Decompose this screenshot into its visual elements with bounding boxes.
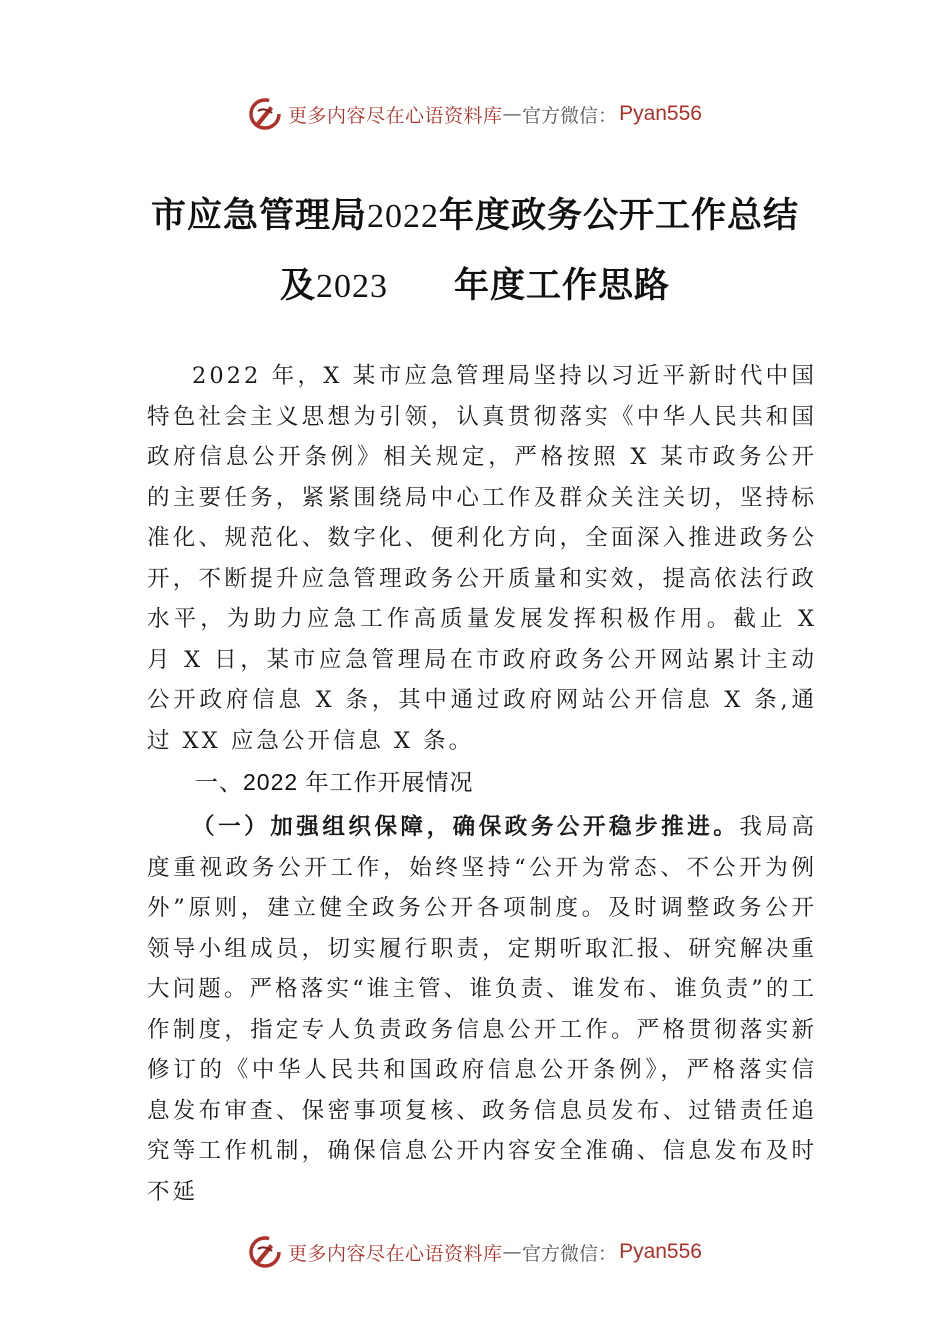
title-part: 年度工作思路 — [453, 265, 670, 306]
banner-wechat-label: 官方微信： — [522, 1242, 618, 1265]
footer-banner — [0, 1232, 950, 1272]
banner-wechat-id: Pyan556 — [619, 1240, 702, 1263]
subsection-paragraph — [147, 807, 817, 1212]
title-year: 2023 — [316, 268, 389, 305]
banner-separator: — — [502, 1241, 523, 1263]
banner-separator: — — [502, 103, 523, 125]
banner-text: 更多内容尽在心语资料库 — [288, 1242, 503, 1265]
title-part: 及 — [280, 265, 317, 306]
subsection-text: 我局高度重视政务公开工作，始终坚持“公开为常态、不公开为例外”原则，建立健全政务公开各项制度。及时调整政务公开领导小组成员，切实履行职责，定期听取汇报、研究解决重大问题。严格落实“谁主管、谁负责、谁发布、谁负责”的工作制度，指定专人负责政务信息公开工作。严格贯彻落实新修订的《中华人民共和国政府信息公开条例》，严格落实信息发布审查、保密事项复核、政务信息员发布、过错责任追究等工作机制，确保信息公开内容安全准确、信息发布及时不延 — [147, 814, 817, 1205]
banner-wechat-id: Pyan556 — [619, 102, 702, 125]
title-part: 市应急管理局 — [150, 195, 367, 236]
banner-text: 更多内容尽在心语资料库 — [288, 104, 503, 127]
ink-seal-logo-icon — [248, 1235, 282, 1269]
intro-paragraph: 2022 年，X 某市应急管理局坚持以习近平新时代中国特色社会主义思想为引领，认真贯彻落实《中华人民共和国政府信息公开条例》相关规定，严格按照 X 某市政务公开的主要任务，紧紧围绕局中心工作及群众关注关切，坚持标准化、规范化、数字化、便利化方向，全面深入推进政务公开，不断提升应急管理政务公开质量和实效，提高依法行政水平，为助力应急工作高质量发展发挥积极作用。截止 X 月 X 日，某市应急管理局在市政府政务公开网站累计主动公开政府信息 X 条，其中通过政府网站公开信息 X 条,通过 XX 应急公开信息 X 条。 — [147, 363, 817, 754]
document-title-line-2 — [80, 258, 870, 308]
header-banner — [0, 94, 950, 134]
banner-wechat-label: 官方微信： — [522, 104, 618, 127]
subsection-lead: （一）加强组织保障，确保政务公开稳步推进。 — [192, 814, 740, 840]
title-part: 年度政务公开工作总结 — [439, 195, 800, 236]
section-heading: 一、2022 年工作开展情况 — [195, 769, 474, 795]
document-title-line-1 — [80, 188, 870, 238]
ink-seal-logo-icon — [248, 97, 282, 131]
title-year: 2022 — [367, 198, 439, 235]
